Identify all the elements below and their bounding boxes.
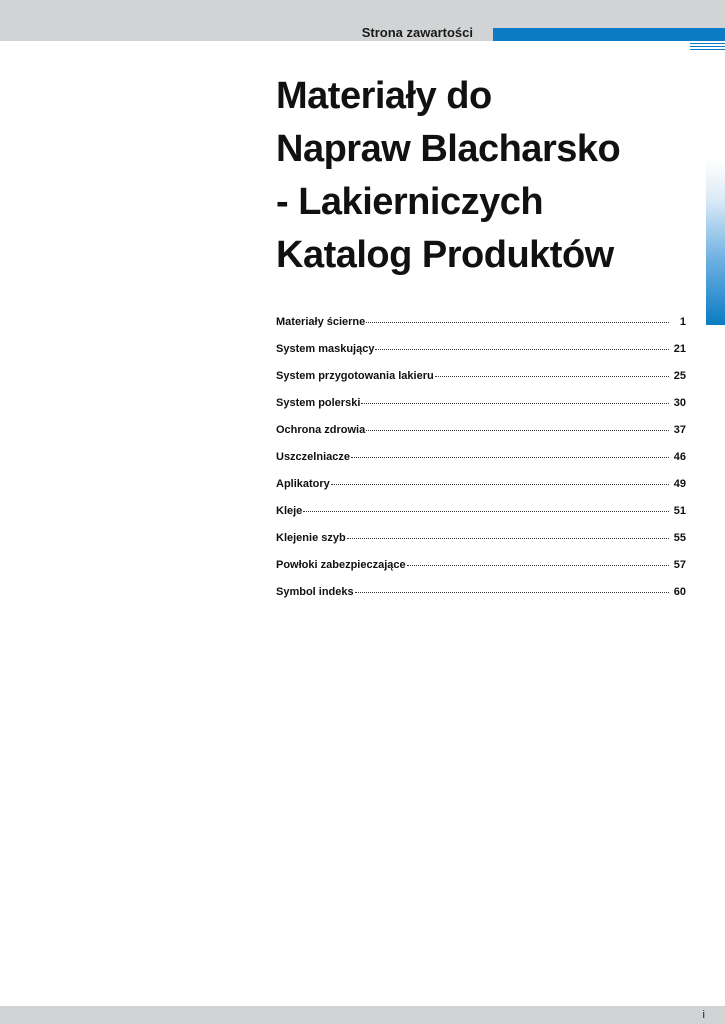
title-line: Napraw Blacharsko <box>276 128 621 170</box>
toc-entry-label: System maskujący <box>276 343 375 355</box>
toc-page-number: 55 <box>673 532 686 544</box>
toc-entry-kleje[interactable] <box>276 505 686 532</box>
toc-entry-materialy-scierne[interactable] <box>276 316 686 343</box>
toc-page-number: 60 <box>673 586 686 598</box>
toc-entry-label: Powłoki zabezpieczające <box>276 559 406 571</box>
toc-entry-label: Symbol indeks <box>276 586 354 598</box>
toc-entry-aplikatory[interactable] <box>276 478 686 505</box>
toc-entry-label: Kleje <box>276 505 303 517</box>
footer-band <box>0 1006 725 1024</box>
toc-leader-dots <box>303 511 669 512</box>
toc-entry-label: System polerski <box>276 397 361 409</box>
decorative-line <box>690 46 725 47</box>
title-line: Katalog Produktów <box>276 234 614 276</box>
toc-page-number: 25 <box>673 370 686 382</box>
toc-page-number: 21 <box>673 343 686 355</box>
page-number: i <box>702 1009 705 1021</box>
toc-leader-dots <box>435 376 669 377</box>
toc-entry-ochrona-zdrowia[interactable] <box>276 424 686 451</box>
toc-leader-dots <box>407 565 669 566</box>
toc-leader-dots <box>351 457 669 458</box>
toc-entry-system-maskujacy[interactable] <box>276 343 686 370</box>
toc-leader-dots <box>347 538 669 539</box>
toc-entry-label: Aplikatory <box>276 478 330 490</box>
toc-page-number: 49 <box>673 478 686 490</box>
toc-entry-label: System przygotowania lakieru <box>276 370 434 382</box>
toc-entry-klejenie-szyb[interactable] <box>276 532 686 559</box>
section-header-label: Strona zawartości <box>361 25 473 40</box>
toc-entry-uszczelniacze[interactable] <box>276 451 686 478</box>
title-line: - Lakierniczych <box>276 181 544 223</box>
toc-page-number: 1 <box>679 316 686 328</box>
toc-leader-dots <box>366 322 669 323</box>
title-line: Materiały do <box>276 75 492 117</box>
toc-leader-dots <box>331 484 669 485</box>
toc-page-number: 46 <box>673 451 686 463</box>
toc-entry-label: Materiały ścierne <box>276 316 366 328</box>
side-gradient-tab <box>706 160 725 325</box>
toc-entry-label: Ochrona zdrowia <box>276 424 366 436</box>
toc-entry-system-przygotowania-lakieru[interactable] <box>276 370 686 397</box>
decorative-line <box>690 49 725 50</box>
toc-page-number: 37 <box>673 424 686 436</box>
toc-entry-label: Klejenie szyb <box>276 532 346 544</box>
toc-page-number: 51 <box>673 505 686 517</box>
toc-leader-dots <box>375 349 669 350</box>
toc-entry-system-polerski[interactable] <box>276 397 686 424</box>
header-decorative-lines <box>690 43 725 51</box>
toc-entry-label: Uszczelniacze <box>276 451 350 463</box>
toc-leader-dots <box>366 430 669 431</box>
toc-entry-symbol-indeks[interactable] <box>276 586 686 613</box>
toc-leader-dots <box>361 403 669 404</box>
document-title <box>276 70 696 282</box>
toc-entry-powloki-zabezpieczajace[interactable] <box>276 559 686 586</box>
toc-page-number: 30 <box>673 397 686 409</box>
decorative-line <box>690 43 725 44</box>
header-accent-bar <box>493 28 725 41</box>
toc-leader-dots <box>355 592 669 593</box>
toc-page-number: 57 <box>673 559 686 571</box>
table-of-contents <box>276 316 686 613</box>
